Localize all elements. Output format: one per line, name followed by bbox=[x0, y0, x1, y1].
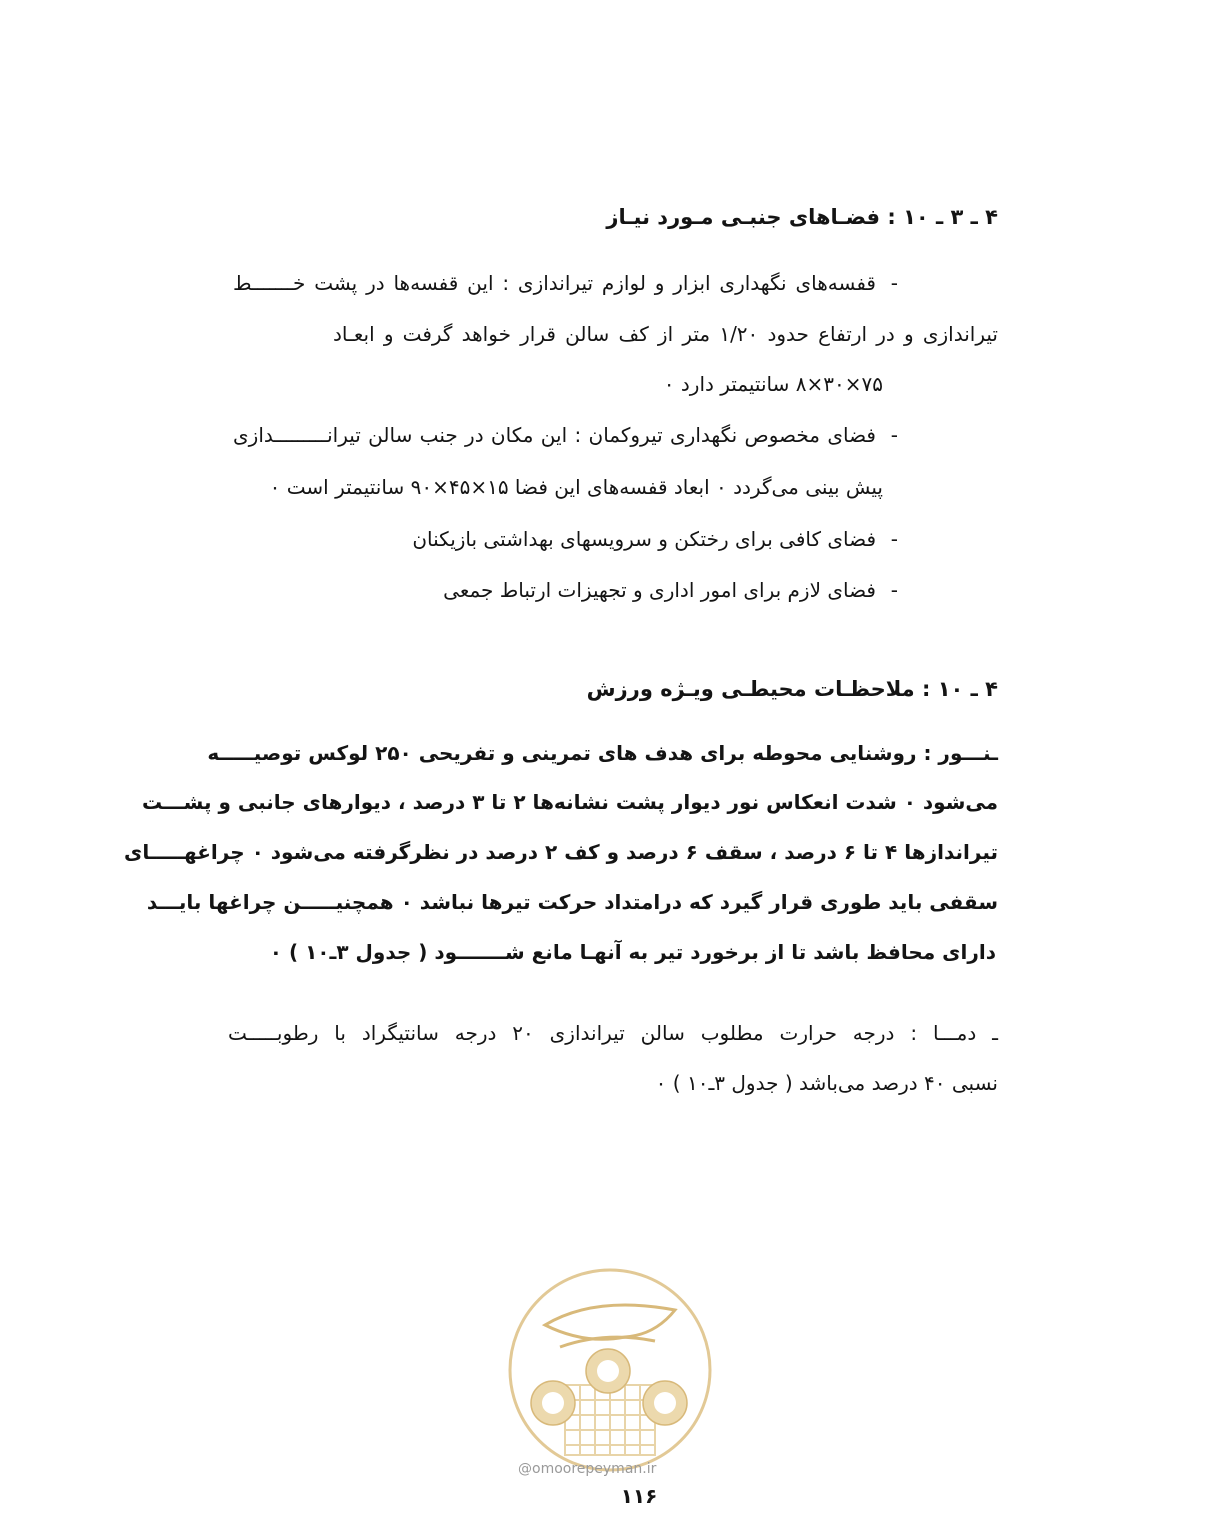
light-paragraph-line-4: سقفی باید طوری قرار گیرد که درامتداد حرکت تیرها نباشد ۰ همچنیـــــن چراغها بایـــد bbox=[146, 890, 998, 914]
item-2-line-1: -فضای مخصوص نگهداری تیروکمان : این مکان در جنب سالن تیرانـــــــــدازی bbox=[233, 420, 898, 450]
temperature-paragraph-line-1: ـ دمـــا : درجه حرارت مطلوب سالن تیراندازی ۲۰ درجه سانتیگراد با رطوبـــــت bbox=[228, 1021, 998, 1045]
section-heading-4-3-10: ۴ ـ ۳ ـ ۱۰ : فضـاهای جنبـی مـورد نیـاز bbox=[606, 205, 998, 229]
light-paragraph-line-3: تیراندازها ۴ تا ۶ درصد ، سقف ۶ درصد و کف ۲ درصد در نظرگرفته می‌شود ۰ چراغهـــــای bbox=[124, 840, 998, 864]
item-1-line-3: ۷۵×۳۰×۸ سانتیمتر دارد ۰ bbox=[663, 372, 883, 396]
watermark-logo bbox=[505, 1265, 715, 1475]
section-heading-4-10: ۴ ـ ۱۰ : ملاحظـات محیطـی ویـژه ورزش bbox=[586, 677, 998, 701]
watermark-url: @omoorepeyman.ir bbox=[518, 1461, 657, 1477]
item-2-line-2: پیش بینی می‌گردد ۰ ابعاد قفسه‌های این فضا ۱۵×۴۵×۹۰ سانتیمتر است ۰ bbox=[269, 475, 883, 499]
item-4: -فضای لازم برای امور اداری و تجهیزات ارتباط جمعی bbox=[438, 575, 898, 605]
bullet-dash: - bbox=[890, 578, 898, 602]
item-1-line-1: -قفسه‌های نگهداری ابزار و لوازم تیراندازی : این قفسه‌ها در پشت خـــــــط bbox=[233, 268, 898, 298]
item-3: -فضای کافی برای رختکن و سرویسهای بهداشتی بازیکنان bbox=[408, 524, 898, 554]
temperature-paragraph-line-2: نسبی ۴۰ درصد می‌باشد ( جدول ۳ـ۱۰ ) ۰ bbox=[655, 1071, 998, 1095]
light-paragraph-line-5: دارای محافظ باشد تا از برخورد تیر به آنهـا مانع شـــــــود ( جدول ۳ـ۱۰ ) ۰ bbox=[269, 940, 996, 964]
bullet-dash: - bbox=[890, 527, 898, 551]
bullet-dash: - bbox=[890, 271, 898, 295]
page-number: ۱۱۶ bbox=[620, 1484, 658, 1508]
light-paragraph-line-1: ـنـــور : روشنایی محوطه برای هدف های تمرینی و تفریحی ۲۵۰ لوکس توصیـــــه bbox=[207, 741, 998, 765]
light-paragraph-line-2: می‌شود ۰ شدت انعکاس نور دیوار پشت نشانه‌ها ۲ تا ۳ درصد ، دیوارهای جانبی و پشـــت bbox=[141, 790, 998, 814]
item-1-line-2: تیراندازی و در ارتفاع حدود ۱/۲۰ متر از کف سالن قرار خواهد گرفت و ابعـاد bbox=[333, 322, 998, 346]
bullet-dash: - bbox=[890, 423, 898, 447]
